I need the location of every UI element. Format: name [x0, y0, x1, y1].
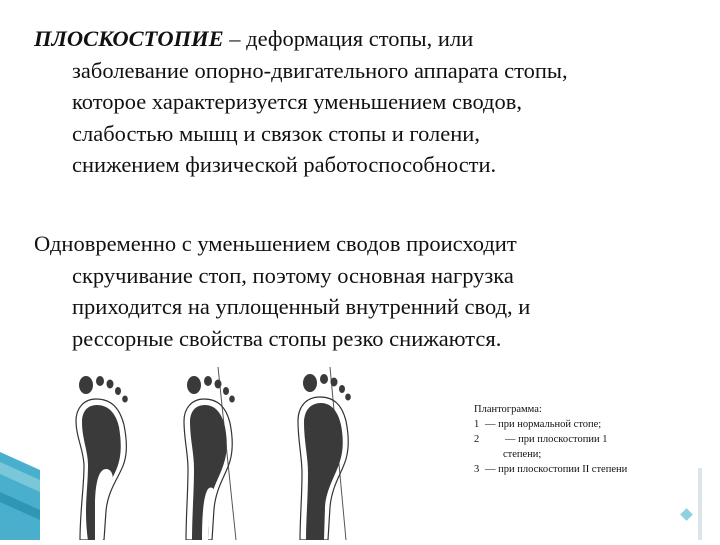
definition-line-3: которое характеризуется уменьшением сводов, [72, 89, 522, 114]
definition-line-2: заболевание опорно-двигательного аппарата стопы, [72, 57, 568, 83]
caption-item-3-text: — при плоскостопии II степени [485, 464, 628, 475]
definition-paragraph [34, 23, 674, 181]
definition-line-4: слабостью мышц и связок стопы и голени, [72, 120, 480, 146]
caption-title: Плантограмма: [474, 404, 542, 415]
explanation-line-1: Одновременно с уменьшением сводов происходит [34, 231, 517, 256]
caption-item-2-text: — при плоскостопии 1 [505, 434, 608, 445]
decorative-accent-shape [0, 452, 40, 540]
explanation-paragraph [34, 228, 674, 354]
plantogram-caption [474, 402, 714, 477]
definition-line-5: снижением физической работоспособности. [72, 152, 497, 177]
explanation-line-3: приходится на уплощенный внутренний свод, и [72, 294, 531, 319]
plantogram-illustration [40, 361, 396, 540]
caption-item-2 [474, 432, 714, 447]
caption-item-2-number: 2 [474, 434, 480, 445]
caption-item-1-number: 1 [474, 419, 480, 430]
footprint-flat-degree-2 [298, 367, 351, 540]
plantogram-figure [40, 361, 396, 540]
caption-item-2-continuation: степени; [503, 449, 542, 460]
explanation-line-4: рессорные свойства стопы резко снижаются. [72, 325, 502, 351]
caption-item-1 [474, 417, 714, 432]
footprint-normal [76, 376, 128, 540]
definition-line-1 [34, 23, 674, 55]
explanation-line-2: скручивание стоп, поэтому основная нагрузка [72, 262, 514, 288]
definition-line-1-rest: – деформация стопы, или [223, 26, 474, 51]
footprint-flat-degree-1 [184, 367, 236, 540]
decorative-accent-line [698, 468, 702, 540]
caption-item-2-gap [485, 432, 505, 447]
caption-item-3-number: 3 [474, 464, 480, 475]
caption-item-3 [474, 462, 714, 477]
caption-item-1-text: — при нормальной стопе; [485, 419, 602, 430]
decorative-diamond [680, 508, 693, 521]
term-flatfoot: ПЛОСКОСТОПИЕ [34, 26, 224, 51]
